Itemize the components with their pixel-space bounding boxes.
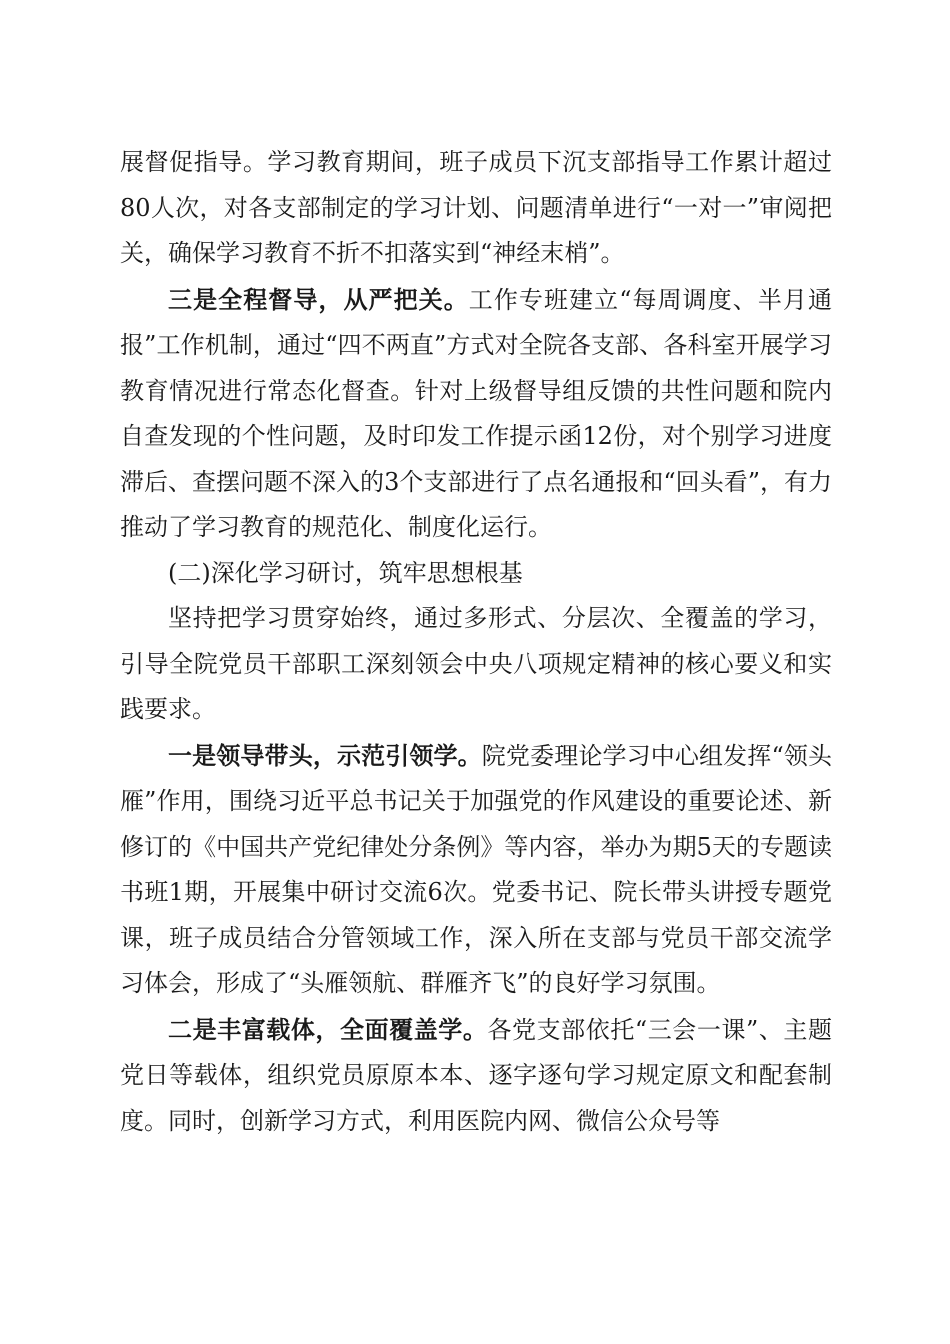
- paragraph-text: 坚持把学习贯穿始终，通过多形式、分层次、全覆盖的学习，引导全院党员干部职工深刻领会中央八项规定精神的核心要义和实践要求。: [120, 604, 832, 723]
- paragraph-text: 展督促指导。学习教育期间，班子成员下沉支部指导工作累计超过80人次，对各支部制定的学习计划、问题清单进行“一对一”审阅把关，确保学习教育不折不扣落实到“神经末梢”。: [120, 148, 832, 267]
- paragraph-continuation: [120, 140, 832, 277]
- paragraph-carriers: [120, 1007, 832, 1145]
- paragraph-leadership: [120, 733, 832, 1007]
- paragraph-lead: 一是领导带头，示范引领学。: [168, 740, 482, 770]
- paragraph-intro: [120, 596, 832, 733]
- paragraph-oversight: [120, 277, 832, 551]
- document-body: [120, 140, 832, 1144]
- section-heading: [120, 551, 832, 597]
- paragraph-text: 院党委理论学习中心组发挥“领头雁”作用，围绕习近平总书记关于加强党的作风建设的重要论述、新修订的《中国共产党纪律处分条例》等内容，举办为期5天的专题读书班1期，开展集中研讨交流6次。党委书记、院长带头讲授专题党课，班子成员结合分管领域工作，深入所在支部与党员干部交流学习体会，形成了“头雁领航、群雁齐飞”的良好学习氛围。: [120, 741, 832, 997]
- paragraph-lead: 二是丰富载体，全面覆盖学。: [168, 1014, 488, 1044]
- paragraph-lead: 三是全程督导，从严把关。: [168, 284, 469, 314]
- paragraph-text: 各党支部依托“三会一课”、主题党日等载体，组织党员原原本本、逐字逐句学习规定原文和配套制度。同时，创新学习方式，利用医院内网、微信公众号等: [120, 1015, 833, 1135]
- section-heading-text: (二)深化学习研讨，筑牢思想根基: [168, 558, 523, 587]
- paragraph-text: 工作专班建立“每周调度、半月通报”工作机制，通过“四不两直”方式对全院各支部、各科室开展学习教育情况进行常态化督查。针对上级督导组反馈的共性问题和院内自查发现的个性问题，及时印发工作提示函12份，对个别学习进度滞后、查摆问题不深入的3个支部进行了点名通报和“回头看”，有力推动了学习教育的规范化、制度化运行。: [120, 285, 832, 541]
